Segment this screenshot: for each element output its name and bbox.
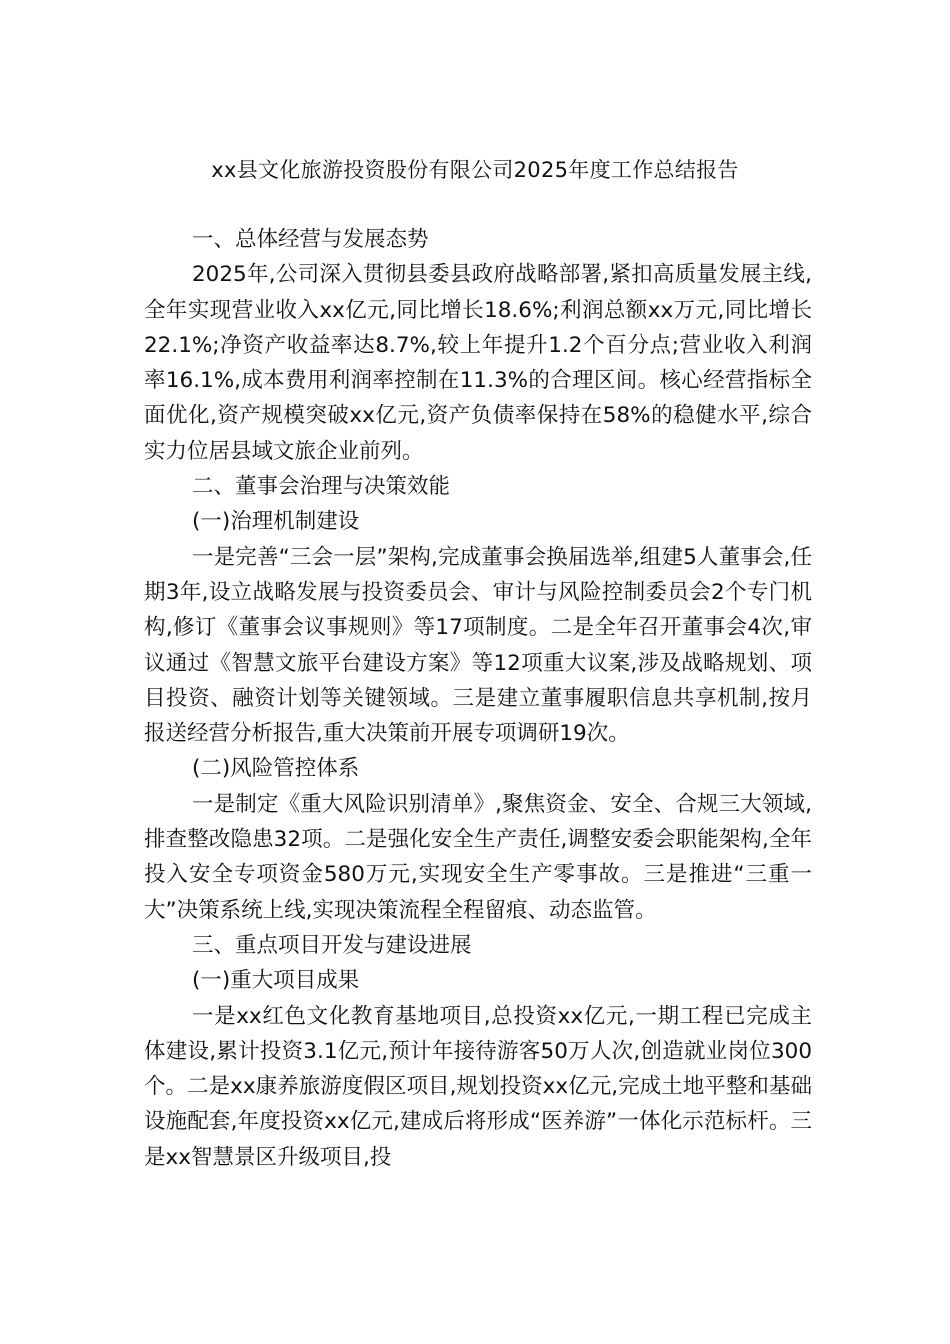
subsection-heading-risk-control: (二)风险管控体系 bbox=[192, 756, 360, 782]
section-heading-governance: 二、董事会治理与决策效能 bbox=[192, 474, 451, 500]
paragraph-governance-mechanism: 一是完善“三会一层”架构,完成董事会换届选举,组建5人董事会,任期3年,设立战略发展与投资委员会、审计与风险控制委员会2个专门机构,修订《董事会议事规则》等17项制度。二是全年召开董事会4次,审议通过《智慧文旅平台建设方案》等12项重大议案,涉及战略规划、项目投资、融资计划等关键领域。三是建立董事履职信息共享机制,按月报送经营分析报告,重大决策前开展专项调研19次。 bbox=[144, 544, 812, 747]
paragraph-project-results: 一是xx红色文化教育基地项目,总投资xx亿元,一期工程已完成主体建设,累计投资3.1亿元,预计年接待游客50万人次,创造就业岗位300个。二是xx康养旅游度假区项目,规划投资xx亿元,完成土地平整和基础设施配套,年度投资xx亿元,建成后将形成“医养游”一体化示范标杆。三是xx智慧景区升级项目,投 bbox=[144, 1003, 812, 1170]
subsection-heading-project-results: (一)重大项目成果 bbox=[192, 968, 360, 994]
paragraph-risk-control: 一是制定《重大风险识别清单》,聚焦资金、安全、合规三大领域,排查整改隐患32项。二是强化安全生产责任,调整安委会职能架构,全年投入安全专项资金580万元,实现安全生产零事故。三是推进“三重一大”决策系统上线,实现决策流程全程留痕、动态监管。 bbox=[144, 791, 812, 923]
section-heading-projects: 三、重点项目开发与建设进展 bbox=[192, 932, 472, 958]
document-body bbox=[144, 222, 812, 1175]
section-heading-overview: 一、总体经营与发展态势 bbox=[192, 227, 429, 252]
paragraph-overview: 2025年,公司深入贯彻县委县政府战略部署,紧扣高质量发展主线,全年实现营业收入xx亿元,同比增长18.6%;利润总额xx万元,同比增长22.1%;净资产收益率达8.7%,较上年提升1.2个百分点;营业收入利润率16.1%,成本费用利润率控制在11.3%的合理区间。核心经营指标全面优化,资产规模突破xx亿元,资产负债率保持在58%的稳健水平,综合实力位居县域文旅企业前列。 bbox=[144, 262, 812, 464]
subsection-heading-governance-mechanism: (一)治理机制建设 bbox=[192, 509, 360, 535]
document-title: xx县文化旅游投资股份有限公司2025年度工作总结报告 bbox=[211, 158, 739, 182]
